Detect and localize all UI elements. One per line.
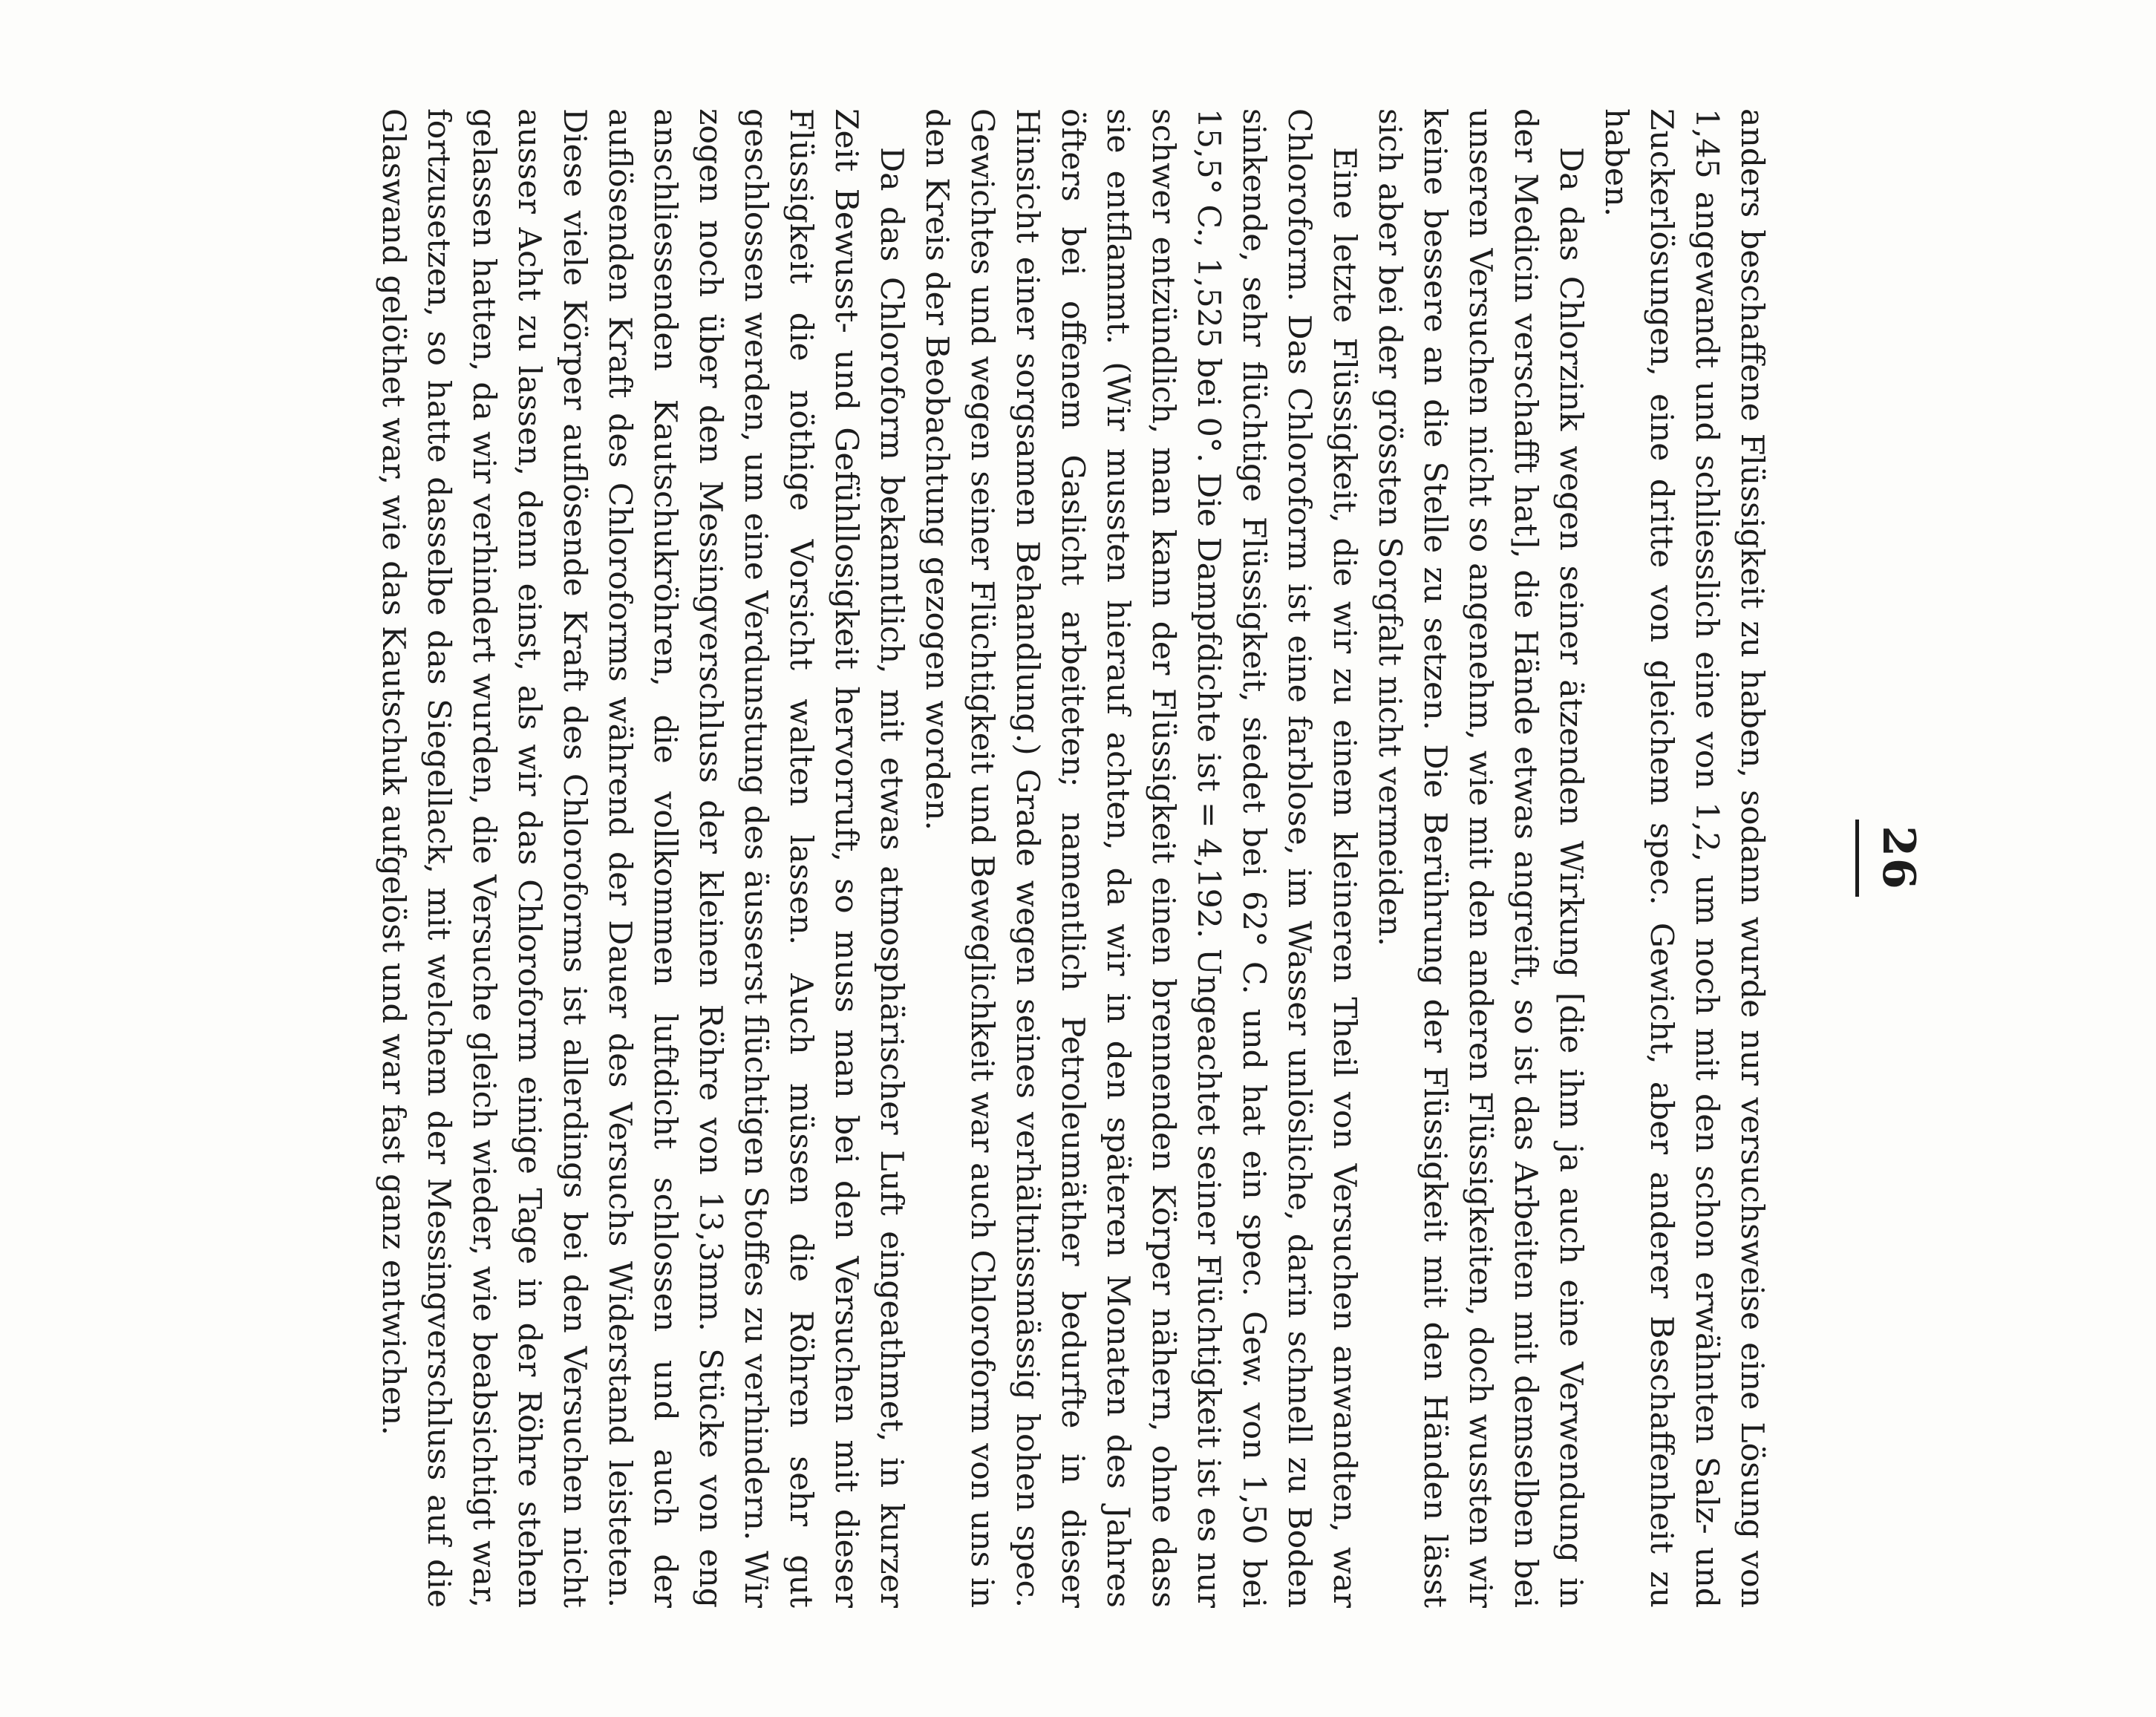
paragraph-4: Da das Chloroform bekanntlich, mit etwas atmosphärischer Luft eingeathmet, in kurzer Zeit Bewusst- und Gefühllosigkeit hervorruft, so muss man bei den Versuchen mit dieser Flüssigkeit die nöthige Vorsicht walten lassen. Auch müssen die Röhren sehr gut geschlossen werden, um eine Verdunstung des äusserst flüchtigen Stoffes zu verhindern. Wir zogen noch über den Messingverschluss der kleinen Röhre von 13,3mm. Stücke von eng anschliessenden Kautschukröhren, die vollkommen luftdicht schlossen und auch der auflösenden Kraft des Chloroforms während der Dauer des Versuchs Widerstand leisteten. Diese viele Körper auflösende Kraft des Chloroforms ist allerdings bei den Versuchen nicht ausser Acht zu lassen, denn einst, als wir das Chloroform einige Tage in der Röhre stehen gelassen hatten, da wir verhindert wurden, die Versuche gleich wieder, wie beabsichtigt war, fortzusetzen, so hatte dasselbe das Siegellack, mit welchem der Messingverschluss auf die Glaswand gelöthet war, wie das Kautschuk aufgelöst und war fast ganz entwichen. [375, 108, 909, 1608]
paragraph-1: anders beschaffene Flüssigkeit zu haben, sodann wurde nur versuchsweise eine Lösung von 1,45 angewandt und schliesslich eine von 1,2, um noch mit den schon erwähnten Salz- und Zuckerlösungen, eine dritte von gleichem spec. Gewicht, aber anderer Beschaffenheit zu haben. [1598, 108, 1770, 1608]
paragraph-3: Eine letzte Flüssigkeit, die wir zu einem kleineren Theil von Versuchen anwandten, war Chloroform. Das Chloroform ist eine farblose, im Wasser unlösliche, darin schnell zu Boden sinkende, sehr flüchtige Flüssigkeit, siedet bei 62° C. und hat ein spec. Gew. von 1,50 bei 15,5° C., 1,525 bei 0°. Die Dampfdichte ist = 4,192. Ungeachtet seiner Flüchtigkeit ist es nur schwer entzündlich, man kann der Flüssigkeit einen brennenden Körper nähern, ohne dass sie entflammt. (Wir mussten hierauf achten, da wir in den späteren Monaten des Jahres öfters bei offenem Gaslicht arbeiteten; namentlich Petroleumäther bedurfte in dieser Hinsicht einer sorgsamen Behandlung.) Grade wegen seines verhältnissmässig hohen spec. Gewichtes und wegen seiner Flüchtigkeit und Beweglichkeit war auch Chloroform von uns in den Kreis der Beobachtung gezogen worden. [918, 108, 1362, 1608]
rotated-page-content [202, 108, 1954, 1608]
page-number: 26 [1872, 825, 1924, 891]
page-number-rule [1855, 820, 1859, 897]
body-text [370, 108, 1774, 1608]
paragraph-2: Da das Chlorzink wegen seiner ätzenden Wirkung [die ihm ja auch eine Verwendung in der Medicin verschafft hat], die Hände etwas angreift, so ist das Arbeiten mit demselben bei unseren Versuchen nicht so angenehm, wie mit den anderen Flüssigkeiten, doch wussten wir keine bessere an die Stelle zu setzen. Die Berührung der Flüssigkeit mit den Händen lässt sich aber bei der grössten Sorgfalt nicht vermeiden. [1371, 108, 1589, 1608]
